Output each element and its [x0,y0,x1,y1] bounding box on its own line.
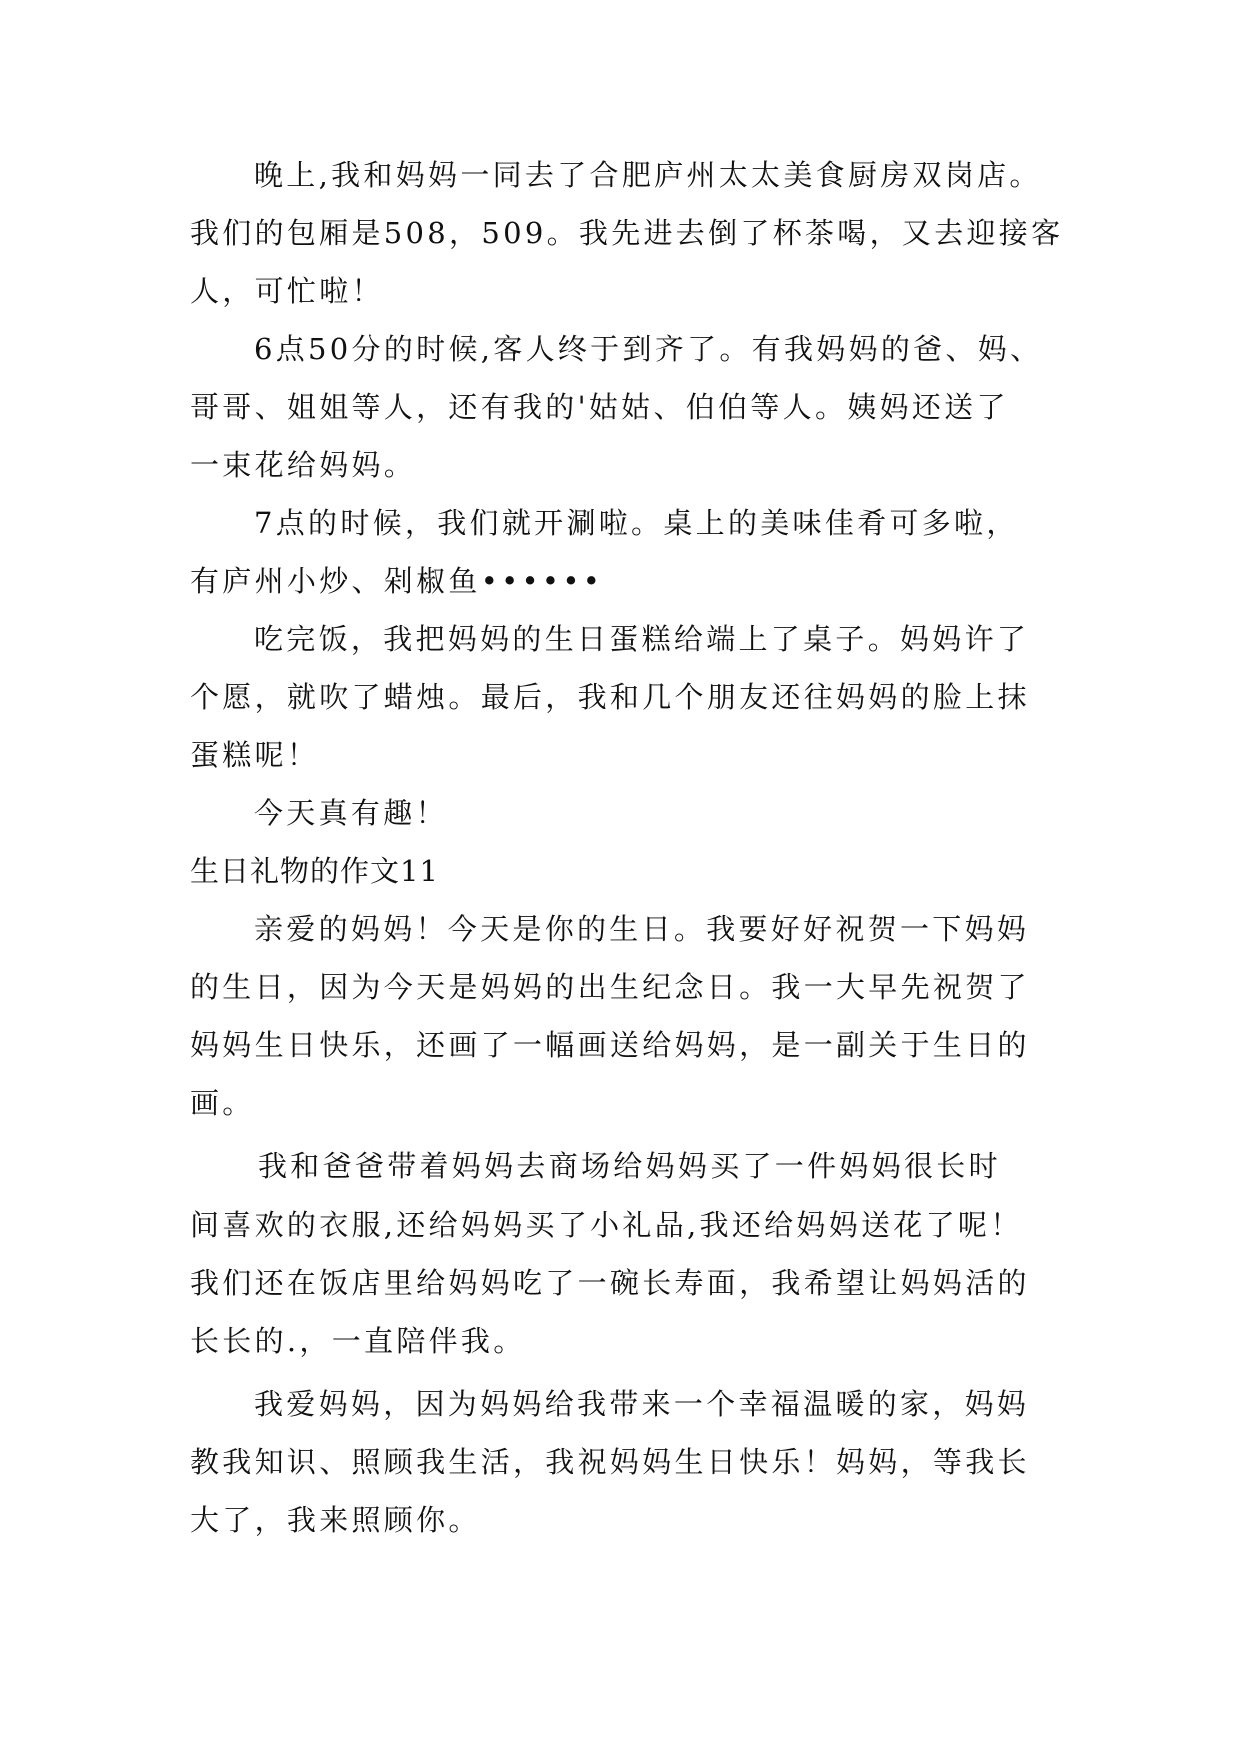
paragraph-line: 吃完饭，我把妈妈的生日蛋糕给端上了桌子。妈妈许了 [254,622,1030,656]
paragraph-line: 我们还在饭店里给妈妈吃了一碗长寿面，我希望让妈妈活的 [190,1266,1030,1300]
paragraph-line: 人，可忙啦！ [190,274,384,308]
paragraph-line: 我爱妈妈，因为妈妈给我带来一个幸福温暖的家，妈妈 [254,1387,1030,1421]
paragraph-line: 哥哥、姐姐等人，还有我的'姑姑、伯伯等人。姨妈还送了 [190,390,1009,424]
paragraph-line: 7点的时候，我们就开涮啦。桌上的美味佳肴可多啦， [254,506,1019,540]
paragraph-line: 长长的.，一直陪伴我。 [190,1324,526,1358]
paragraph-line: 我们的包厢是508，509。我先进去倒了杯茶喝，又去迎接客 [190,216,1064,250]
paragraph-line: 有庐州小炒、剁椒鱼•••••• [190,564,604,598]
paragraph-line: 今天真有趣！ [254,796,448,830]
paragraph-line: 一束花给妈妈。 [190,448,417,482]
paragraph-line: 画。 [190,1086,255,1120]
paragraph-line: 的生日，因为今天是妈妈的出生纪念日。我一大早先祝贺了 [190,970,1030,1004]
paragraph-line: 我和爸爸带着妈妈去商场给妈妈买了一件妈妈很长时 [258,1149,1001,1183]
paragraph-line: 大了，我来照顾你。 [190,1503,481,1537]
paragraph-line: 教我知识、照顾我生活，我祝妈妈生日快乐！妈妈，等我长 [190,1445,1030,1479]
paragraph-line: 亲爱的妈妈！今天是你的生日。我要好好祝贺一下妈妈 [254,912,1030,946]
paragraph-line: 妈妈生日快乐，还画了一幅画送给妈妈，是一副关于生日的 [190,1028,1030,1062]
paragraph-line: 个愿，就吹了蜡烛。最后，我和几个朋友还往妈妈的脸上抹 [190,680,1030,714]
paragraph-line: 蛋糕呢！ [190,738,320,772]
paragraph-line: 6点50分的时候,客人终于到齐了。有我妈妈的爸、妈、 [254,332,1043,366]
paragraph-line: 晚上,我和妈妈一同去了合肥庐州太太美食厨房双岗店。 [254,158,1042,192]
paragraph-line: 间喜欢的衣服,还给妈妈买了小礼品,我还给妈妈送花了呢！ [190,1208,1023,1242]
section-heading: 生日礼物的作文11 [190,854,439,888]
